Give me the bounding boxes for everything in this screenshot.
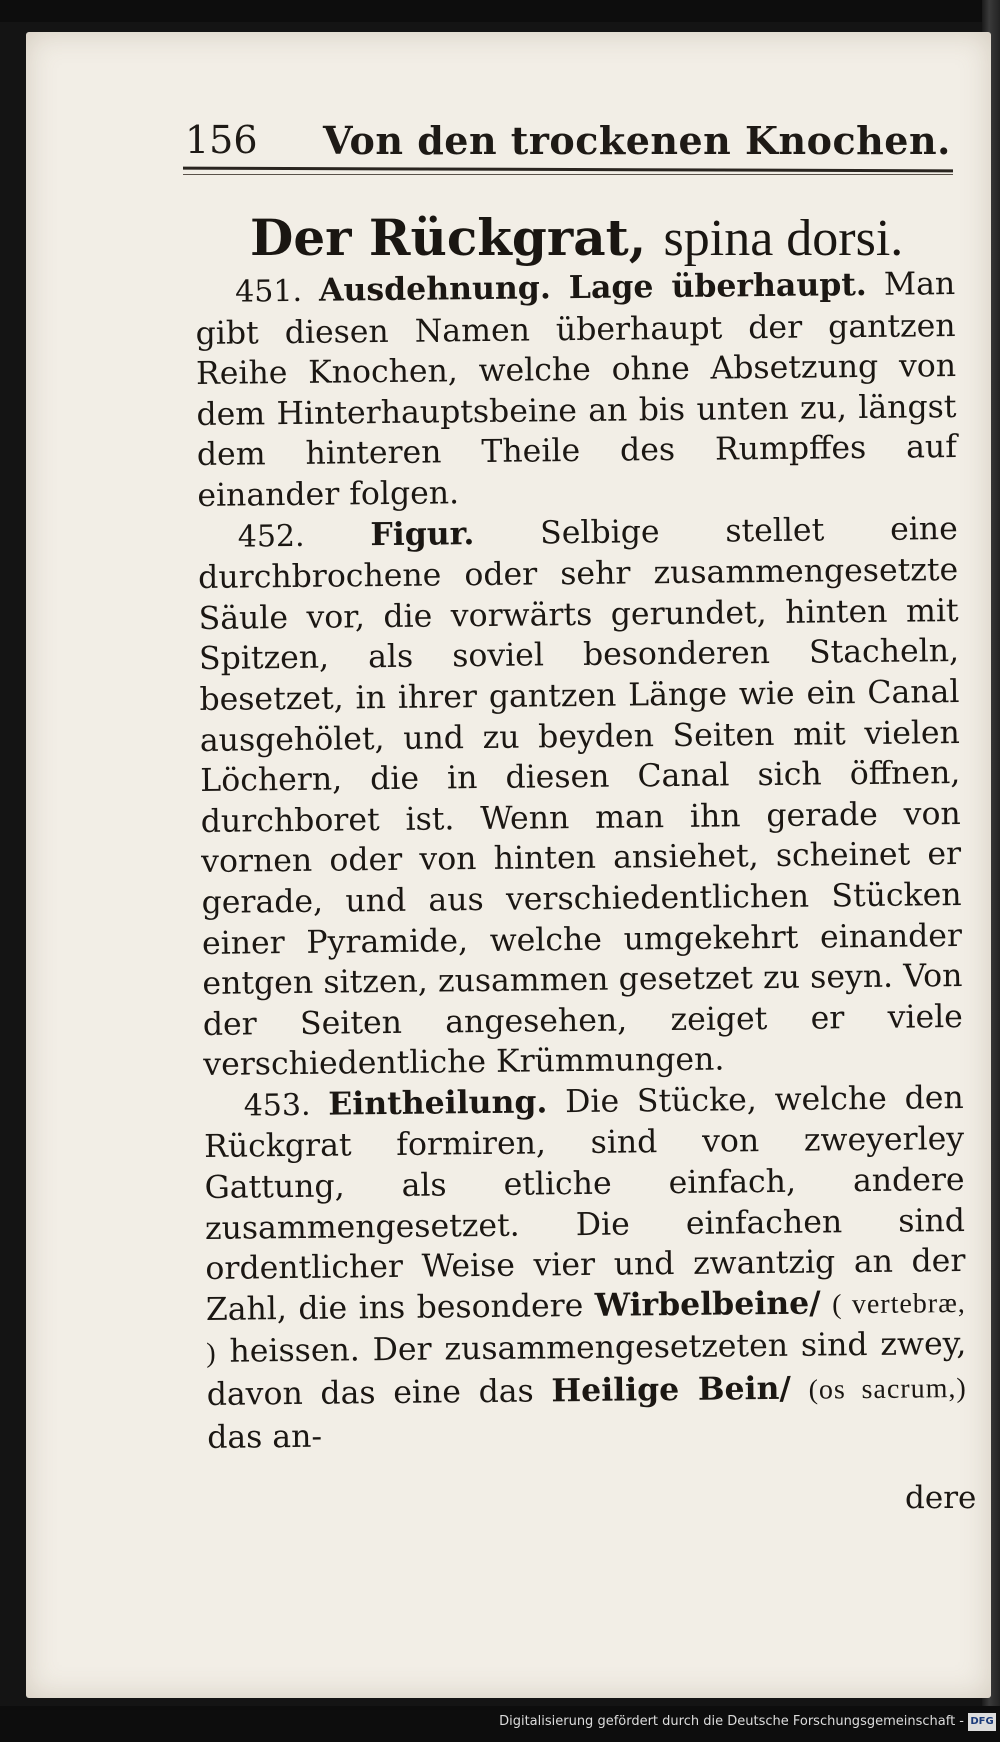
paragraph-text: Selbige stellet eine durchbrochene oder sehr zusammengesetzte Säule vor, die vorwärts gerundet, hinten mit Spitzen, als soviel besonderen Stacheln, besetzet, in ihrer gantzen Länge wie ein Canal ausgehölet, und zu beyden Seiten mit vielen Löchern, die in diesen Canal sich öffnen, durchboret ist. Wenn man ihn gerade von vornen oder von hinten ansiehet, scheinet er gerade, und aus verschiedentlichen Stücken einer Pyramide, welche umgekehrt einander entgen sitzen, zusammen gesetzet zu seyn. Von der Seiten angesehen, zeiget er viele verschiedentliche Krümmungen. xyxy=(198,510,964,1084)
section-title-german: Der Rückgrat, xyxy=(250,208,647,267)
paragraph-heading: Eintheilung. xyxy=(328,1083,548,1123)
paragraph-number: 453. xyxy=(243,1087,311,1124)
paragraph-text: Die Stücke, welche den Rückgrat formiren, sind von zweyerley Gattung, als etliche einfach, andere zusammengesetzet. Die einfachen sind ordentlicher Weise vier und zwantzig an der Zahl, die ins besondere xyxy=(203,1079,966,1328)
dfg-logo-icon: DFG xyxy=(968,1713,996,1731)
funding-credit: Digitalisierung gefördert durch die Deutsche Forschungsgemeinschaft - xyxy=(499,1714,964,1729)
paragraph-451 xyxy=(195,264,958,517)
latin-term-vertebrae: ( vertebræ, ) xyxy=(206,1287,967,1370)
page-number: 156 xyxy=(185,118,258,162)
section-title-latin: spina dorsi. xyxy=(663,210,904,267)
term-heilige-bein: Heilige Bein/ xyxy=(551,1369,792,1410)
paragraph-heading: Ausdehnung. Lage überhaupt. xyxy=(318,265,867,309)
paragraph-text-continued: heissen. Der zusammengesetzeten sind zwey, davon das eine das xyxy=(206,1326,967,1413)
header-rule-thin xyxy=(183,174,953,175)
paragraph-number: 452. xyxy=(237,518,305,555)
paragraph-text: Man gibt diesen Namen überhaupt der gantzen Reihe Knochen, welche ohne Absetzung von dem Hinterhauptsbeine an bis unten zu, längst dem hinteren Theile des Rumpffes auf einander folgen. xyxy=(195,266,958,514)
latin-term-os-sacrum: (os sacrum,) xyxy=(808,1373,967,1406)
paragraph-453 xyxy=(204,1078,968,1458)
body-text xyxy=(195,264,967,1458)
paragraph-text-end: das an- xyxy=(207,1418,323,1456)
running-head-title: Von den trockenen Knochen. xyxy=(323,118,951,163)
paragraph-number: 451. xyxy=(235,273,303,310)
scan-background-top xyxy=(0,0,1000,22)
paragraph-heading: Figur. xyxy=(370,514,475,553)
catchword: dere xyxy=(905,1480,977,1516)
term-wirbelbeine: Wirbelbeine/ xyxy=(594,1284,821,1324)
paragraph-452 xyxy=(198,509,964,1086)
running-head xyxy=(155,118,955,168)
footer-bar xyxy=(0,1706,1000,1742)
section-title xyxy=(250,208,903,268)
